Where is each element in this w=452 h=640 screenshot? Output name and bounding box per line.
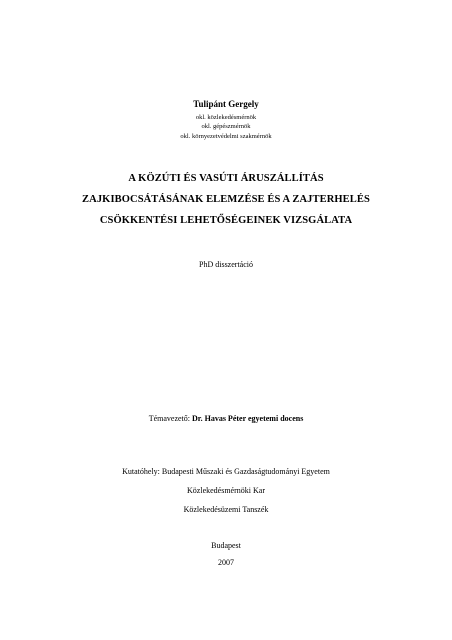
qualification-line: okl. gépészmérnök [201, 123, 251, 131]
qualification-line: okl. környezetvédelmi szakmérnök [180, 132, 272, 140]
research-line: Közlekedésüzemi Tanszék [183, 505, 269, 514]
research-line: Közlekedésmérnöki Kar [187, 486, 265, 495]
year: 2007 [218, 558, 234, 567]
title-line: ZAJKIBOCSÁTÁSÁNAK ELEMZÉSE ÉS A ZAJTERHELÉS [82, 194, 370, 205]
degree-label: PhD disszertáció [199, 260, 253, 269]
author-qualifications [0, 113, 452, 141]
author-name: Tulipánt Gergely [193, 99, 259, 109]
title-line: CSÖKKENTÉSI LEHETŐSÉGEINEK VIZSGÁLATA [99, 215, 353, 226]
research-institution [0, 462, 452, 519]
title-line: A KÖZÚTI ÉS VASÚTI ÁRUSZÁLLÍTÁS [128, 173, 324, 184]
research-line: Kutatóhely: Budapesti Műszaki és Gazdaságtudományi Egyetem [122, 467, 330, 476]
qualification-line: okl. közlekedésmérnök [195, 114, 257, 121]
dissertation-title [0, 168, 452, 231]
supervisor-name: Dr. Havas Péter egyetemi docens [192, 414, 304, 423]
supervisor-label: Témavezető: [148, 414, 192, 423]
place: Budapest [211, 541, 241, 550]
supervisor [0, 414, 452, 423]
